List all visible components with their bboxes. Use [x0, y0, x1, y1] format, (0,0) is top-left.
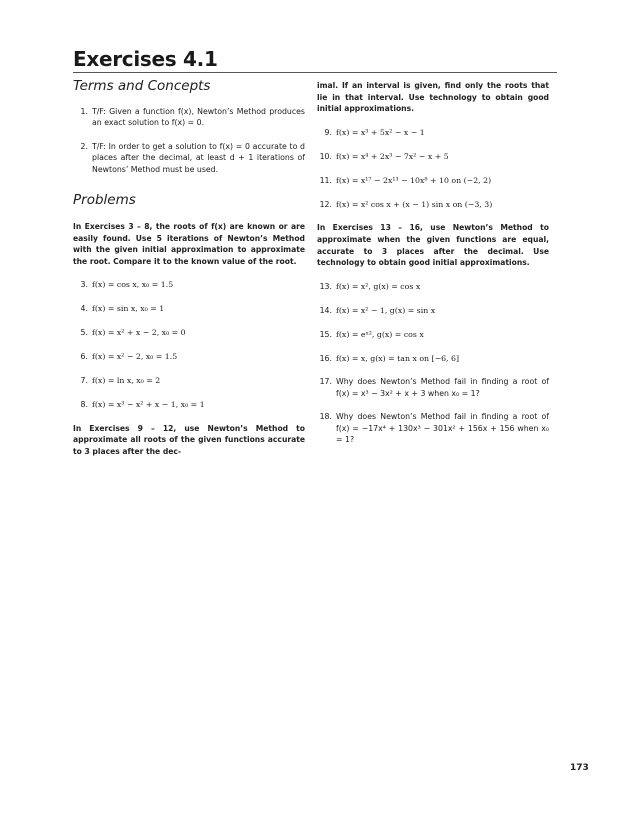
left-column	[73, 78, 305, 470]
exercise-5	[73, 327, 305, 338]
exercise-number: 1.	[80, 107, 88, 116]
exercise-10	[317, 151, 549, 162]
exercise-text: f(x) = x, g(x) = tan x on [−6, 6]	[336, 353, 460, 363]
exercise-4	[73, 303, 305, 314]
right-column	[317, 80, 549, 457]
exercise-11	[317, 175, 549, 186]
instructions-3-8: In Exercises 3 – 8, the roots of f(x) are known or are easily found. Use 5 iterations of Newton’s Method with the given initial approximation to approximate the root. Compare it to the known value of the root.	[73, 222, 305, 266]
exercise-text: Why does Newton’s Method fail in finding a root of f(x) = x³ − 3x² + x + 3 when x₀ = 1?	[336, 377, 549, 398]
exercise-number: 8.	[80, 399, 88, 409]
instructions-9-12-part2: imal. If an interval is given, find only the roots that lie in that interval. Use technology to obtain good initial approximations.	[317, 81, 549, 114]
exercise-text: f(x) = x², g(x) = cos x	[336, 281, 421, 291]
exercise-number: 5.	[80, 328, 88, 338]
exercise-number: 13.	[319, 281, 332, 291]
exercise-15	[317, 329, 549, 340]
exercise-7	[73, 375, 305, 386]
exercise-16	[317, 353, 549, 364]
exercise-text: f(x) = x² + x − 2, x₀ = 0	[92, 328, 186, 338]
exercise-12	[317, 199, 549, 210]
exercise-number: 12.	[319, 199, 332, 209]
exercise-text: f(x) = x² cos x + (x − 1) sin x on (−3, 3)	[336, 199, 493, 209]
exercise-text: f(x) = sin x, x₀ = 1	[92, 304, 165, 314]
exercise-14	[317, 305, 549, 316]
exercise-number: 9.	[324, 127, 332, 137]
exercise-text: f(x) = x¹⁷ − 2x¹³ − 10x⁸ + 10 on (−2, 2)	[336, 175, 492, 185]
exercise-text: T/F: In order to get a solution to f(x) = 0 accurate to d places after the decimal, at least d + 1 iterations of Newtons’ Method must be used.	[92, 141, 305, 174]
exercise-number: 15.	[319, 329, 332, 339]
exercise-number: 18.	[319, 412, 332, 422]
exercise-9	[317, 127, 549, 138]
exercise-6	[73, 351, 305, 362]
exercise-number: 17.	[319, 377, 332, 387]
page-number: 173	[570, 763, 589, 773]
exercise-18	[317, 411, 549, 445]
exercise-2	[73, 141, 305, 175]
exercise-text: f(x) = x³ + 5x² − x − 1	[336, 127, 425, 137]
exercise-text: f(x) = ln x, x₀ = 2	[92, 376, 161, 386]
exercise-text: T/F: Given a function f(x), Newton’s Method produces an exact solution to f(x) = 0.	[92, 107, 305, 128]
exercise-number: 16.	[319, 353, 332, 363]
exercise-number: 7.	[80, 376, 88, 386]
exercise-number: 3.	[80, 280, 88, 290]
exercise-8	[73, 399, 305, 410]
instructions-9-12-part1: In Exercises 9 – 12, use Newton’s Method to approximate all roots of the given functions accurate to 3 places after the dec-	[73, 423, 305, 457]
exercise-text: f(x) = x² − 1, g(x) = sin x	[336, 305, 436, 315]
exercise-text: f(x) = x² − 2, x₀ = 1.5	[92, 352, 178, 362]
page-title: Exercises 4.1	[73, 47, 218, 71]
exercise-number: 14.	[319, 305, 332, 315]
exercise-number: 6.	[80, 352, 88, 362]
exercise-text: f(x) = x⁴ + 2x³ − 7x² − x + 5	[336, 151, 449, 161]
exercise-number: 10.	[319, 151, 332, 161]
exercise-text: f(x) = eˣ², g(x) = cos x	[336, 329, 424, 339]
title-rule	[73, 72, 557, 73]
exercise-text: Why does Newton’s Method fail in finding a root of f(x) = −17x⁴ + 130x³ − 301x² + 156x + 156 when x₀ = 1?	[336, 412, 549, 445]
instructions-13-16: In Exercises 13 – 16, use Newton’s Method to approximate when the given functions are equal, accurate to 3 places after the decimal. Use technology to obtain good initial approximations.	[317, 223, 549, 268]
exercise-number: 2.	[80, 141, 88, 151]
exercise-text: f(x) = x³ − x² + x − 1, x₀ = 1	[92, 399, 205, 409]
exercise-13	[317, 281, 549, 292]
exercise-3	[73, 279, 305, 290]
exercise-1	[73, 106, 305, 129]
exercise-number: 11.	[319, 175, 332, 185]
exercise-17	[317, 376, 549, 399]
problems-heading: Problems	[73, 192, 136, 209]
exercise-text: f(x) = cos x, x₀ = 1.5	[92, 280, 174, 290]
terms-heading: Terms and Concepts	[73, 78, 211, 94]
exercise-number: 4.	[80, 304, 88, 314]
